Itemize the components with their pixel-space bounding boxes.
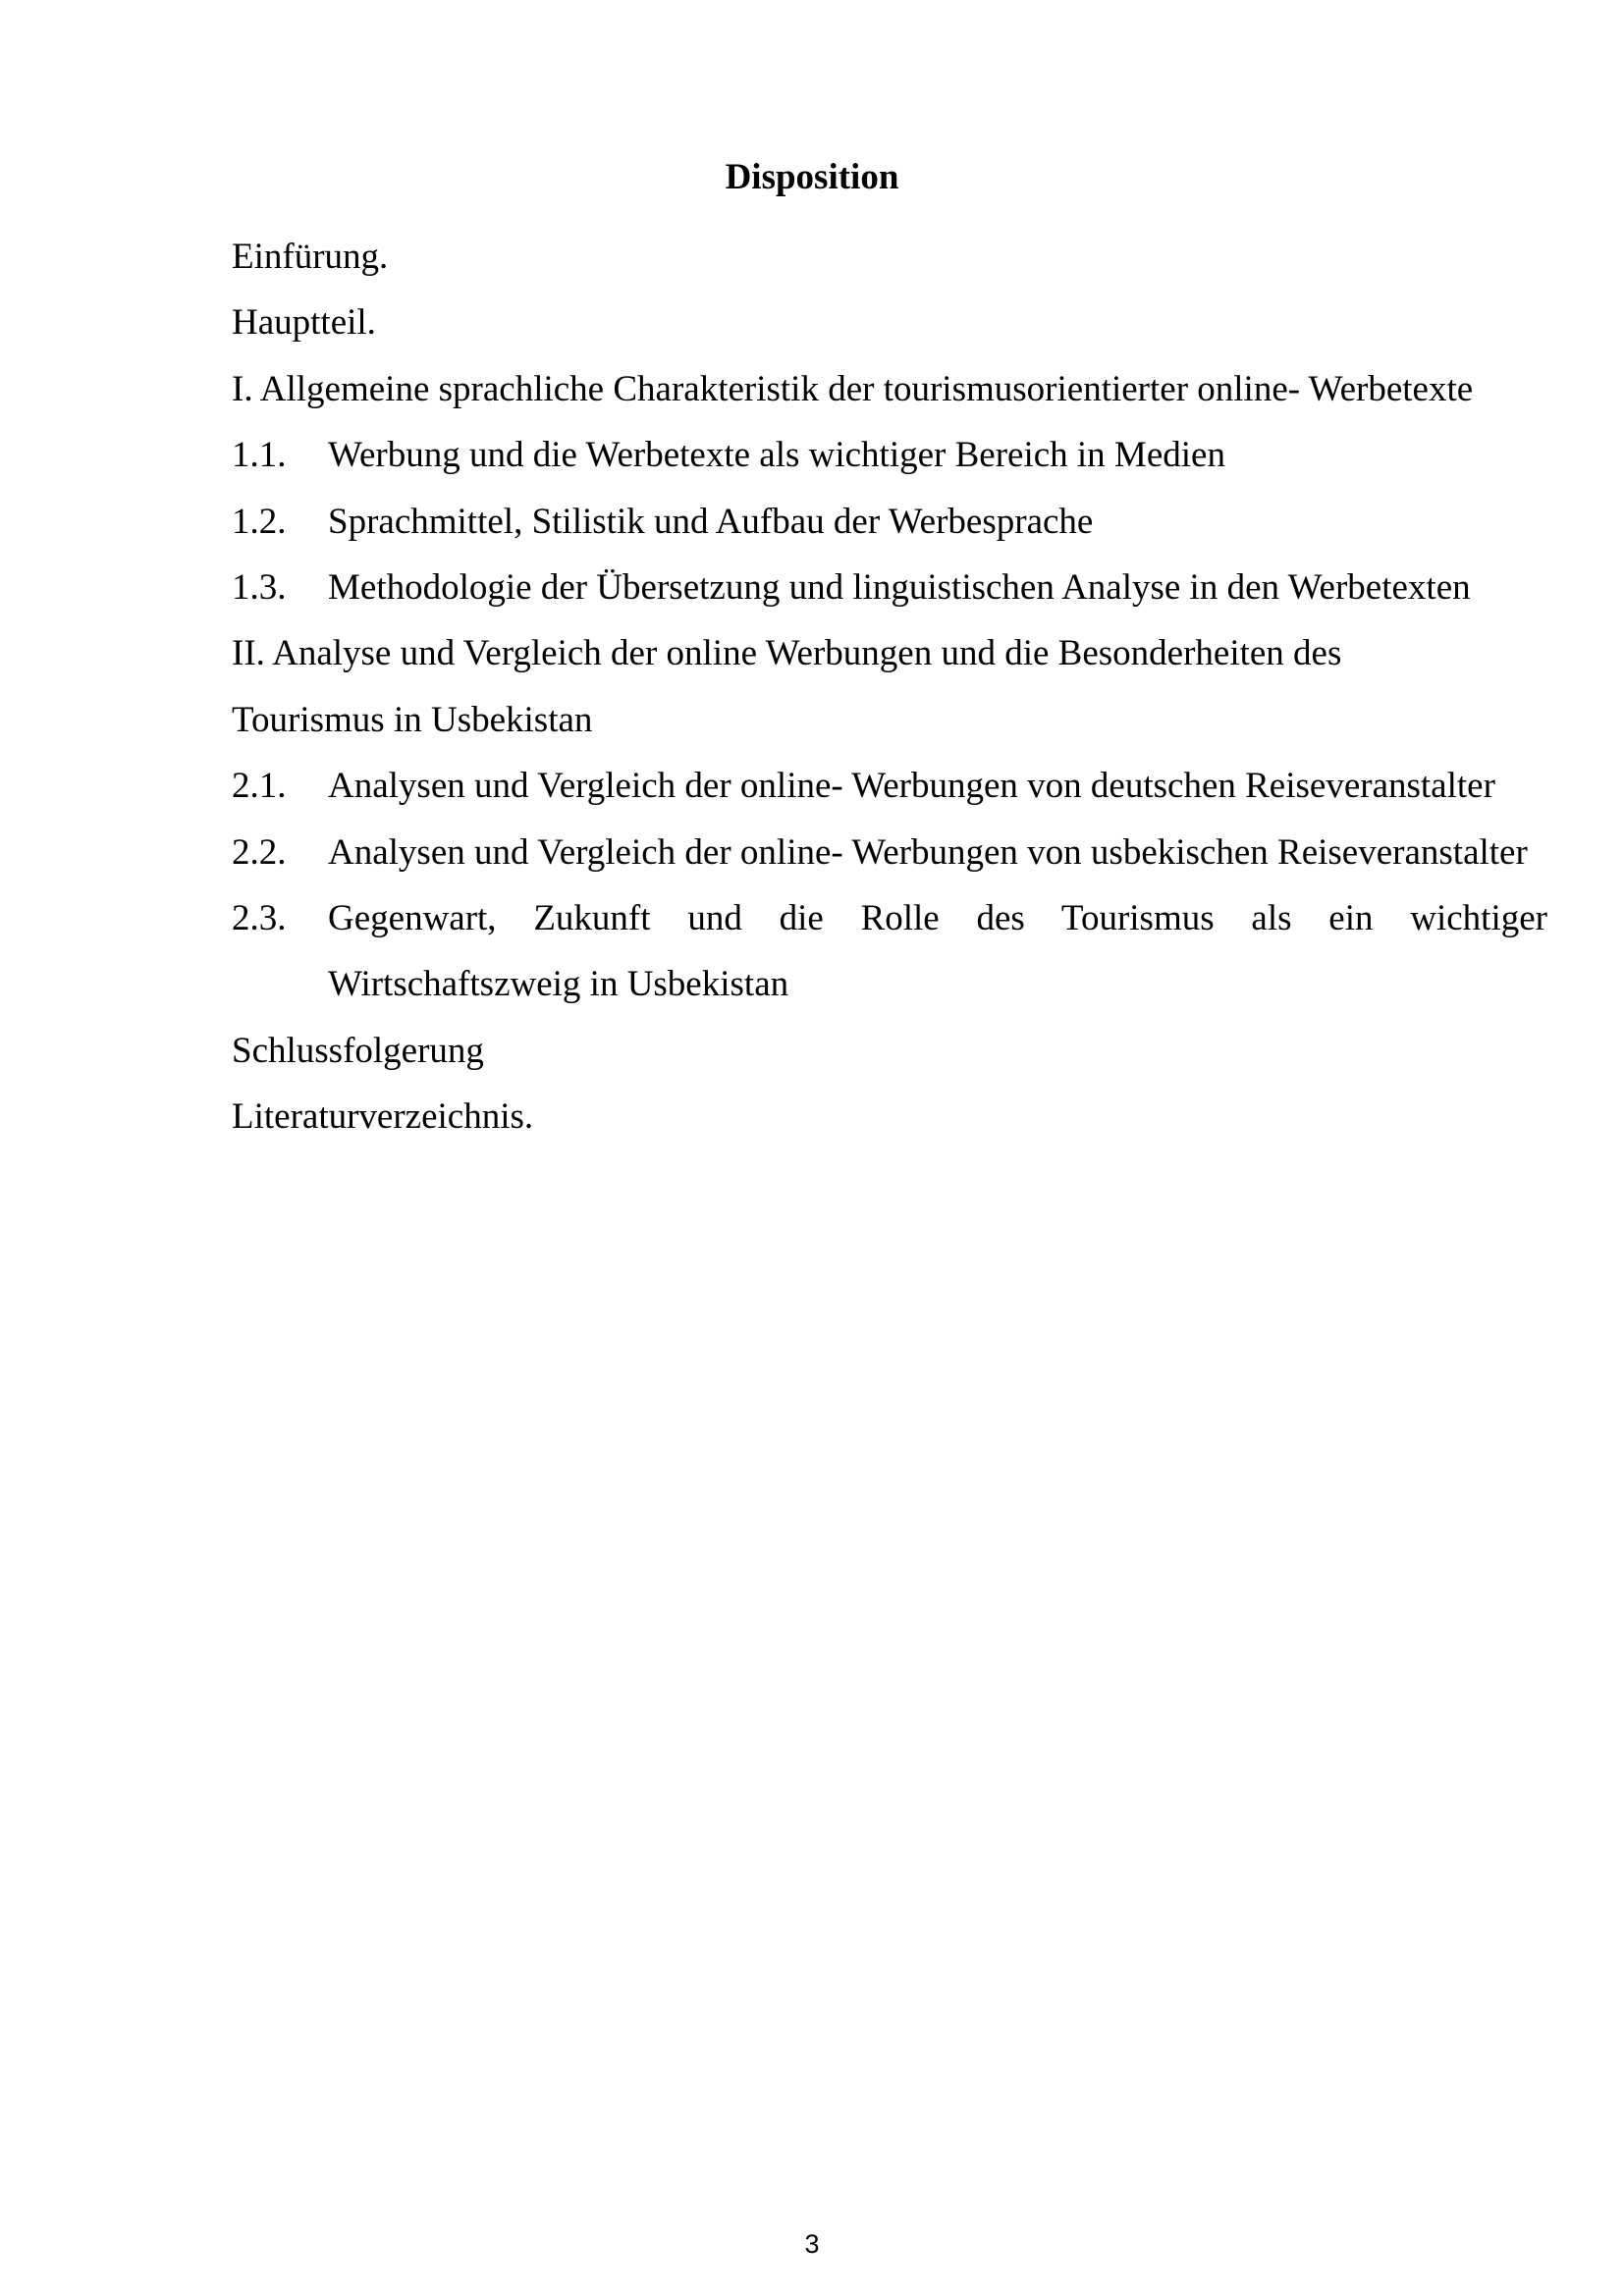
toc-chapter-1-heading: I. Allgemeine sprachliche Charakteristik der tourismusorientierter online- Werbetexte [232,368,1474,409]
section-title: Gegenwart, Zukunft und die Rolle des Tourismus als ein wichtiger Wirtschaftszweig in Usbekistan [328,898,1547,1005]
page-number: 3 [804,2229,820,2259]
toc-section-1-2 [232,489,1547,555]
section-number: 2.1. [232,766,287,807]
toc-section-2-2 [232,820,1547,885]
toc-intro: Einfürung. [232,237,389,277]
section-title: Analysen und Vergleich der online- Werbungen von usbekischen Reiseveranstalter [328,831,1528,873]
section-title: Sprachmittel, Stilistik und Aufbau der Werbesprache [328,501,1094,542]
section-number: 2.2. [232,831,287,873]
toc-section-2-1 [232,753,1547,819]
toc-bibliography: Literaturverzeichnis. [232,1096,534,1138]
toc-chapter-2-heading-line-1: II. Analyse und Vergleich der online Werbungen und die Besonderheiten des [232,633,1342,674]
toc-section-2-3 [232,885,1547,1018]
table-of-contents [232,224,1547,1150]
page-title: Disposition [725,157,899,197]
section-number: 1.2. [232,501,287,542]
section-number: 1.1. [232,435,287,476]
toc-section-1-1 [232,422,1547,488]
section-title: Methodologie der Übersetzung und linguistischen Analyse in den Werbetexten [328,567,1471,609]
section-title: Werbung und die Werbetexte als wichtiger Bereich in Medien [328,435,1225,476]
section-number: 1.3. [232,567,287,609]
toc-section-1-3 [232,555,1547,620]
toc-conclusion: Schlussfolgerung [232,1030,484,1071]
section-number: 2.3. [232,898,287,939]
section-title: Analysen und Vergleich der online- Werbungen von deutschen Reiseveranstalter [328,766,1495,807]
toc-chapter-2-heading-line-2: Tourismus in Usbekistan [232,699,593,740]
toc-main-part: Hauptteil. [232,302,376,344]
